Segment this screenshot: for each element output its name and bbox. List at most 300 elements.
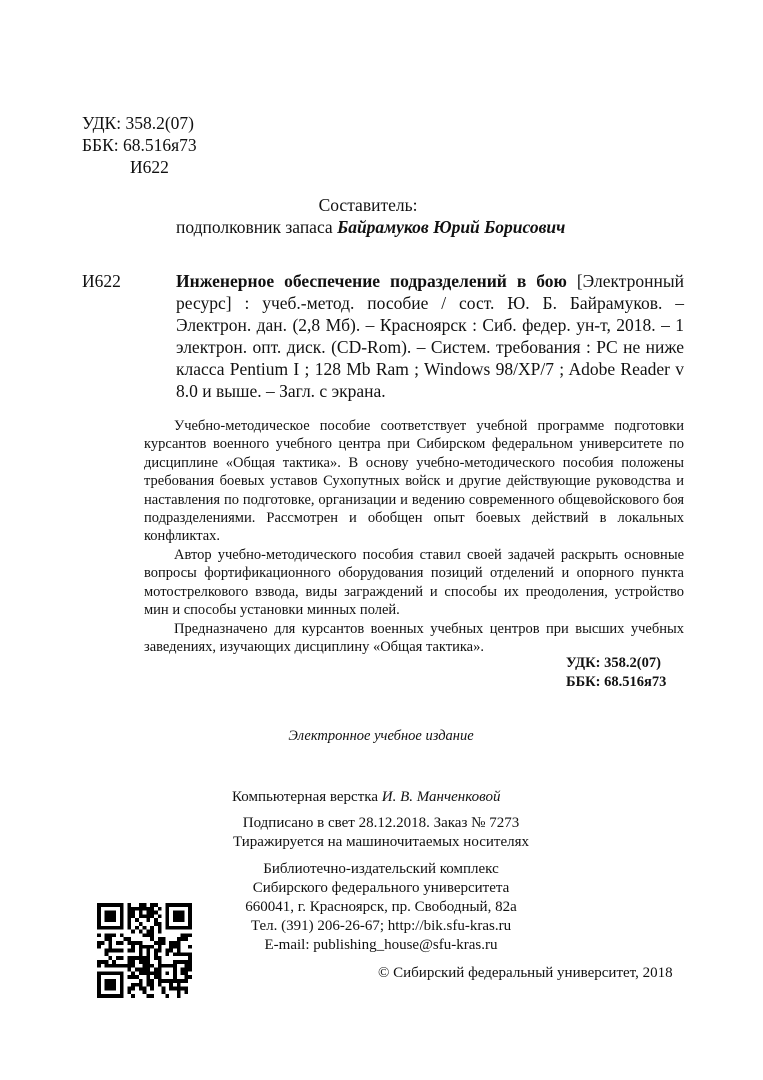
qr-module <box>158 930 162 934</box>
qr-module <box>188 926 192 930</box>
qr-module <box>184 968 188 972</box>
qr-module <box>150 930 154 934</box>
qr-module <box>105 987 109 991</box>
qr-module <box>143 914 147 918</box>
qr-module <box>105 971 109 975</box>
qr-module <box>177 911 181 915</box>
qr-module <box>169 926 173 930</box>
qr-module <box>154 968 158 972</box>
qr-module <box>97 975 101 979</box>
qr-module <box>158 922 162 926</box>
qr-module <box>150 945 154 949</box>
qr-module <box>127 941 131 945</box>
qr-module <box>165 979 169 983</box>
qr-module <box>169 983 173 987</box>
qr-module <box>116 903 120 907</box>
qr-module <box>146 918 150 922</box>
qr-module <box>181 987 185 991</box>
qr-module <box>120 903 124 907</box>
qr-module <box>131 945 135 949</box>
qr-module <box>188 922 192 926</box>
qr-module <box>154 941 158 945</box>
qr-module <box>177 994 181 998</box>
qr-module <box>181 952 185 956</box>
qr-module <box>158 926 162 930</box>
qr-module <box>139 987 143 991</box>
qr-module <box>97 911 101 915</box>
qr-module <box>169 987 173 991</box>
qr-module <box>188 968 192 972</box>
qr-module <box>116 949 120 953</box>
qr-module <box>181 971 185 975</box>
qr-module <box>120 926 124 930</box>
qr-module <box>181 979 185 983</box>
qr-module <box>154 952 158 956</box>
qr-module <box>105 914 109 918</box>
qr-module <box>177 952 181 956</box>
qr-module <box>150 994 154 998</box>
qr-module <box>127 968 131 972</box>
qr-module <box>184 971 188 975</box>
qr-module <box>112 926 116 930</box>
qr-module <box>131 911 135 915</box>
qr-module <box>116 956 120 960</box>
qr-module <box>154 971 158 975</box>
qr-module <box>146 952 150 956</box>
qr-module <box>108 937 112 941</box>
qr-module <box>181 960 185 964</box>
qr-module <box>97 907 101 911</box>
qr-module <box>146 960 150 964</box>
qr-module <box>173 926 177 930</box>
udk-code: УДК: 358.2(07) <box>82 113 194 133</box>
qr-module <box>112 960 116 964</box>
qr-module <box>184 960 188 964</box>
qr-module <box>97 926 101 930</box>
qr-module <box>112 933 116 937</box>
qr-module <box>154 911 158 915</box>
qr-module <box>112 979 116 983</box>
qr-module <box>131 987 135 991</box>
qr-module <box>97 914 101 918</box>
qr-module <box>108 979 112 983</box>
qr-module <box>150 907 154 911</box>
qr-module <box>154 949 158 953</box>
qr-module <box>108 983 112 987</box>
qr-module <box>184 933 188 937</box>
qr-module <box>135 975 139 979</box>
qr-module <box>143 956 147 960</box>
qr-module <box>150 933 154 937</box>
qr-module <box>105 964 109 968</box>
qr-module <box>158 914 162 918</box>
qr-module <box>108 956 112 960</box>
qr-module <box>105 994 109 998</box>
qr-module <box>162 964 166 968</box>
qr-module <box>116 926 120 930</box>
qr-module <box>173 914 177 918</box>
qr-module <box>124 937 128 941</box>
publisher-email: E-mail: publishing_house@sfu-kras.ru <box>264 937 498 953</box>
qr-module <box>184 937 188 941</box>
qr-module <box>143 933 147 937</box>
qr-module <box>139 930 143 934</box>
qr-module <box>150 911 154 915</box>
publisher-address: 660041, г. Красноярск, пр. Свободный, 82а <box>245 899 517 915</box>
qr-module <box>120 949 124 953</box>
qr-module <box>131 956 135 960</box>
qr-module <box>124 964 128 968</box>
qr-module <box>150 983 154 987</box>
qr-module <box>143 903 147 907</box>
qr-module <box>108 926 112 930</box>
qr-module <box>181 914 185 918</box>
qr-module <box>112 918 116 922</box>
qr-module <box>112 987 116 991</box>
qr-module <box>143 987 147 991</box>
qr-module <box>112 964 116 968</box>
qr-module <box>169 903 173 907</box>
qr-module <box>188 960 192 964</box>
qr-module <box>120 933 124 937</box>
qr-module <box>112 914 116 918</box>
qr-module <box>154 918 158 922</box>
qr-module <box>97 994 101 998</box>
qr-module <box>131 949 135 953</box>
qr-module <box>188 911 192 915</box>
qr-module <box>158 907 162 911</box>
qr-module <box>97 990 101 994</box>
qr-module <box>162 979 166 983</box>
qr-module <box>181 937 185 941</box>
qr-module <box>131 975 135 979</box>
qr-module <box>158 968 162 972</box>
qr-module <box>181 933 185 937</box>
layout-credit-name: И. В. Манченковой <box>381 789 501 805</box>
qr-module <box>105 952 109 956</box>
book-title: Инженерное обеспечение подразделений в бою <box>176 271 567 291</box>
qr-module <box>146 956 150 960</box>
qr-module <box>127 926 131 930</box>
qr-module <box>184 964 188 968</box>
qr-module <box>173 941 177 945</box>
qr-module <box>146 964 150 968</box>
qr-module <box>139 941 143 945</box>
qr-module <box>177 949 181 953</box>
qr-module <box>188 964 192 968</box>
qr-module <box>131 960 135 964</box>
qr-module <box>181 903 185 907</box>
qr-module <box>188 918 192 922</box>
qr-module <box>127 922 131 926</box>
qr-module <box>158 964 162 968</box>
qr-module <box>120 971 124 975</box>
qr-module <box>143 964 147 968</box>
qr-module <box>188 914 192 918</box>
qr-module <box>112 903 116 907</box>
qr-module <box>162 941 166 945</box>
qr-module <box>120 918 124 922</box>
qr-module <box>97 945 101 949</box>
qr-module <box>165 964 169 968</box>
qr-module <box>108 964 112 968</box>
qr-module <box>165 903 169 907</box>
qr-module <box>97 979 101 983</box>
qr-module <box>112 971 116 975</box>
qr-module <box>154 956 158 960</box>
qr-code-icon <box>97 903 192 998</box>
qr-module <box>131 930 135 934</box>
qr-module <box>143 907 147 911</box>
qr-module <box>165 922 169 926</box>
signed-info: Подписано в свет 28.12.2018. Заказ № 7273 <box>242 815 520 831</box>
qr-module <box>173 964 177 968</box>
qr-module <box>173 979 177 983</box>
qr-module <box>173 945 177 949</box>
compiler-label: Составитель: <box>318 195 418 215</box>
qr-module <box>120 941 124 945</box>
qr-module <box>177 983 181 987</box>
qr-module <box>158 945 162 949</box>
qr-module <box>101 971 105 975</box>
bbk-code: ББК: 68.516я73 <box>82 135 197 155</box>
layout-credit <box>232 788 500 807</box>
qr-module <box>135 918 139 922</box>
qr-module <box>146 975 150 979</box>
qr-module <box>165 914 169 918</box>
qr-module <box>143 971 147 975</box>
qr-module <box>120 975 124 979</box>
qr-module <box>108 971 112 975</box>
qr-module <box>97 903 101 907</box>
qr-module <box>97 941 101 945</box>
abstract-paragraph-3: Предназначено для курсантов военных учебных центров при высших учебных заведениях, изучающих дисциплину «Общая тактика». <box>144 621 684 656</box>
qr-module <box>139 956 143 960</box>
qr-module <box>173 903 177 907</box>
qr-module <box>150 926 154 930</box>
qr-module <box>97 960 101 964</box>
qr-module <box>120 922 124 926</box>
qr-module <box>177 979 181 983</box>
qr-module <box>120 987 124 991</box>
qr-module <box>158 975 162 979</box>
qr-module <box>139 945 143 949</box>
qr-module <box>105 983 109 987</box>
qr-module <box>127 956 131 960</box>
publisher-line-1: Библиотечно-издательский комплекс <box>263 861 499 877</box>
qr-module <box>188 945 192 949</box>
qr-module <box>127 987 131 991</box>
edition-type: Электронное учебное издание <box>288 728 474 744</box>
qr-module <box>143 960 147 964</box>
qr-module <box>188 956 192 960</box>
qr-module <box>108 911 112 915</box>
qr-module <box>120 907 124 911</box>
abstract-udk: УДК: 358.2(07) <box>566 655 661 671</box>
qr-module <box>116 971 120 975</box>
qr-module <box>105 903 109 907</box>
qr-module <box>139 914 143 918</box>
qr-module <box>146 907 150 911</box>
qr-module <box>150 914 154 918</box>
qr-module <box>139 979 143 983</box>
qr-module <box>184 979 188 983</box>
qr-module <box>146 968 150 972</box>
qr-module <box>120 990 124 994</box>
qr-module <box>139 911 143 915</box>
qr-module <box>139 907 143 911</box>
qr-module <box>165 971 169 975</box>
qr-module <box>131 983 135 987</box>
qr-module <box>112 994 116 998</box>
qr-module <box>139 949 143 953</box>
qr-module <box>165 994 169 998</box>
qr-module <box>116 941 120 945</box>
qr-module <box>127 918 131 922</box>
qr-module <box>173 968 177 972</box>
qr-module <box>177 960 181 964</box>
qr-module <box>158 956 162 960</box>
qr-module <box>146 994 150 998</box>
qr-module <box>169 941 173 945</box>
qr-module <box>105 918 109 922</box>
qr-module <box>146 945 150 949</box>
copies-info: Тиражируется на машиночитаемых носителях <box>232 834 529 850</box>
qr-module <box>101 994 105 998</box>
qr-module <box>131 971 135 975</box>
qr-module <box>105 960 109 964</box>
qr-module <box>112 911 116 915</box>
qr-module <box>112 983 116 987</box>
qr-module <box>177 945 181 949</box>
qr-module <box>169 949 173 953</box>
qr-module <box>154 922 158 926</box>
qr-module <box>150 903 154 907</box>
qr-module <box>120 964 124 968</box>
qr-module <box>158 949 162 953</box>
book-description: [Электронный ресурс] : учеб.-метод. пособие / сост. Ю. Б. Байрамуков. – Электрон. дан. (2,8 Мб). – Красноярск : Сиб. федер. ун-т, 2018. – 1 электрон. опт. диск. (CD-Rom). – Систем. требования : PC не ниже класса Pentium I ; 128 Mb Ram ; Windows 98/XP/7 ; Adobe Reader v 8.0 и выше. – Загл. с экрана. <box>176 271 684 401</box>
author-mark: И622 <box>130 157 169 177</box>
qr-module <box>108 933 112 937</box>
qr-module <box>139 960 143 964</box>
qr-module <box>116 994 120 998</box>
abstract-paragraph-1: Учебно-методическое пособие соответствует учебной программе подготовки курсантов военного учебного центра при Сибирском федеральном университете по дисциплине «Общая тактика». В основу учебно-методического пособия положены требования боевых уставов Сухопутных войск и другие действующие руководства и наставления по подготовке, организации и ведению современного общевойскового боя подразделениями. Рассмотрен и обобщен опыт боевых действий в локальных конфликтах. <box>144 418 684 545</box>
qr-module <box>143 968 147 972</box>
qr-module <box>131 907 135 911</box>
qr-module <box>105 979 109 983</box>
qr-module <box>181 918 185 922</box>
qr-module <box>165 907 169 911</box>
qr-module <box>158 983 162 987</box>
qr-module <box>135 941 139 945</box>
qr-module <box>101 903 105 907</box>
qr-module <box>120 956 124 960</box>
qr-module <box>108 918 112 922</box>
qr-module <box>131 914 135 918</box>
qr-module <box>108 949 112 953</box>
qr-module <box>158 941 162 945</box>
qr-module <box>154 975 158 979</box>
qr-module <box>146 914 150 918</box>
qr-module <box>97 922 101 926</box>
qr-module <box>177 941 181 945</box>
qr-module <box>139 952 143 956</box>
qr-module <box>120 914 124 918</box>
qr-module <box>158 971 162 975</box>
qr-module <box>97 987 101 991</box>
qr-module <box>181 968 185 972</box>
qr-module <box>173 971 177 975</box>
qr-module <box>108 987 112 991</box>
qr-module <box>162 987 166 991</box>
qr-module <box>101 926 105 930</box>
qr-module <box>150 964 154 968</box>
qr-module <box>184 990 188 994</box>
qr-module <box>181 926 185 930</box>
abstract-bbk: ББК: 68.516я73 <box>566 674 667 690</box>
qr-module <box>131 964 135 968</box>
qr-module <box>143 990 147 994</box>
qr-module <box>112 949 116 953</box>
qr-module <box>127 937 131 941</box>
qr-module <box>139 903 143 907</box>
qr-module <box>135 907 139 911</box>
qr-module <box>158 979 162 983</box>
qr-module <box>135 968 139 972</box>
qr-module <box>188 952 192 956</box>
qr-module <box>127 964 131 968</box>
qr-module <box>127 907 131 911</box>
qr-module <box>181 911 185 915</box>
qr-module <box>173 911 177 915</box>
qr-module <box>184 952 188 956</box>
qr-module <box>146 911 150 915</box>
qr-module <box>120 911 124 915</box>
qr-module <box>108 903 112 907</box>
compiler-line <box>176 216 565 238</box>
qr-module <box>116 964 120 968</box>
qr-module <box>150 937 154 941</box>
qr-module <box>146 971 150 975</box>
qr-module <box>127 903 131 907</box>
qr-module <box>177 937 181 941</box>
qr-module <box>143 945 147 949</box>
qr-module <box>146 983 150 987</box>
publisher-line-2: Сибирского федерального университета <box>252 880 510 896</box>
qr-module <box>105 926 109 930</box>
qr-module <box>150 987 154 991</box>
qr-module <box>139 922 143 926</box>
qr-module <box>169 979 173 983</box>
qr-module <box>108 941 112 945</box>
qr-module <box>184 987 188 991</box>
qr-module <box>105 911 109 915</box>
qr-module <box>127 949 131 953</box>
qr-module <box>105 949 109 953</box>
qr-module <box>127 960 131 964</box>
qr-module <box>120 983 124 987</box>
compiler-rank: подполковник запаса <box>176 217 333 237</box>
qr-module <box>127 914 131 918</box>
compiler-name: Байрамуков Юрий Борисович <box>337 217 566 237</box>
qr-module <box>188 903 192 907</box>
qr-module <box>139 971 143 975</box>
qr-module <box>146 933 150 937</box>
abstract-paragraph-2: Автор учебно-методического пособия ставил своей задачей раскрыть основные вопросы фортификационного оборудования позиций отделений и опорного пункта мотострелкового взвода, виды заграждений и способы их преодоления, устройство мин и способы установки минных полей. <box>144 547 684 619</box>
qr-module <box>97 933 101 937</box>
qr-module <box>108 914 112 918</box>
qr-module <box>177 990 181 994</box>
